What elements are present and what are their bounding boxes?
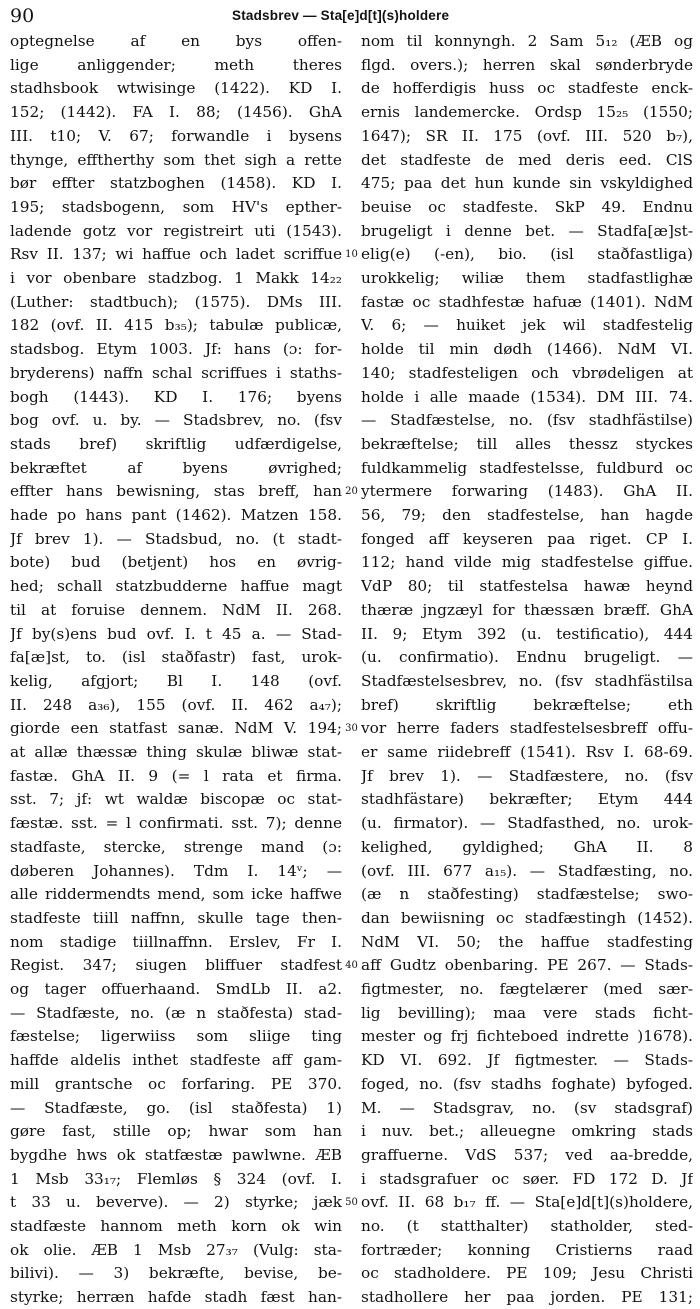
text-line: stadhollere her paa jorden. PE 131; — [361, 1288, 693, 1307]
text-line: fæstæ. sst. = l confirmati. sst. 7); denne — [10, 814, 342, 833]
text-line: stads bref) skriftlig udfærdigelse, — [10, 434, 342, 453]
text-line: VdP 80; til statfestelsa hawæ heynd — [361, 577, 693, 596]
page-number: 90 — [10, 5, 35, 27]
text-line: II. 9; Etym 392 (u. testificatio), 444 — [361, 624, 693, 643]
text-line: stadhfästare) bekræfter; Etym 444 — [361, 790, 693, 809]
text-line: fæstelse; ligerwiiss som sliige ting — [10, 1027, 342, 1046]
text-line: bote) bud (betjent) hos en øvrig- — [10, 553, 342, 572]
text-line: fonged aff keyseren paa riget. CP I. — [361, 529, 693, 548]
line-number: 30 — [345, 723, 358, 735]
text-line: oc stadholdere. PE 109; Jesu Christi — [361, 1264, 693, 1283]
text-line: styrke; herræn hafde stadh fæst han- — [10, 1288, 342, 1307]
text-line: stadfæste hannom meth korn ok win — [10, 1217, 342, 1235]
text-line: stadfaste, stercke, strenge mand (ɔ: — [10, 837, 342, 856]
text-line: ernis landemercke. Ordsp 15₂₅ (1550; — [361, 103, 693, 122]
text-line: hade po hans pant (1462). Matzen 158. — [10, 506, 342, 524]
text-line: fuldkammelig stadfestelsse, fuldburd oc — [361, 458, 693, 477]
text-line: (ovf. III. 677 a₁₅). — Stadfæsting, no. — [361, 861, 693, 880]
text-line: det stadfeste de med deris eed. ClS — [361, 150, 693, 169]
text-line: at allæ thæssæ thing skulæ bliwæ stat- — [10, 743, 342, 761]
text-line: nom til konnyngh. 2 Sam 5₁₂ (ÆB og — [361, 32, 693, 50]
page-header — [0, 0, 700, 30]
text-line: nom stadige tiillnaffnn. Erslev, Fr I. — [10, 932, 342, 951]
text-line: ladende gotz vor registreirt uti (1543). — [10, 221, 342, 240]
line-number: 40 — [345, 960, 358, 972]
text-line: no. (t statthalter) statholder, sted- — [361, 1217, 693, 1235]
text-line: 1647); SR II. 175 (ovf. III. 520 b₇), — [361, 126, 693, 145]
text-line: stadfeste tiill naffnn, skulle tage then- — [10, 908, 342, 927]
text-line: figtmester, no. fægtelærer (med sær- — [361, 980, 693, 998]
text-line: fortræder; konning Cristierns raad — [361, 1240, 693, 1259]
text-line: dan bewiisning oc stadfæstingh (1452). — [361, 908, 693, 927]
text-line: aff Gudtz obenbaring. PE 267. — Stads- — [361, 956, 693, 975]
text-line: 1 Msb 33₁₇; Flemløs § 324 (ovf. I. — [10, 1169, 342, 1188]
text-line: — Stadfæstelse, no. (fsv stadhfästilse) — [361, 411, 693, 430]
text-line: — Stadfæste, no. (æ n staðfesta) stad- — [10, 1003, 342, 1022]
text-line: lige anliggender; meth theres — [10, 55, 342, 74]
text-line: t 33 u. beverve). — 2) styrke; jæk — [10, 1193, 342, 1212]
text-line: NdM VI. 50; the haffue stadfesting — [361, 932, 693, 951]
text-line: (Luther: stadtbuch); (1575). DMs III. — [10, 292, 342, 311]
text-line: de hofferdigis huss oc stadfeste enck- — [361, 79, 693, 98]
text-line: — Stadfæste, go. (isl staðfesta) 1) — [10, 1098, 342, 1117]
text-line: ovf. II. 68 b₁₇ ff. — Sta[e]d[t](s)holdere, — [361, 1193, 693, 1212]
text-line: fa[æ]st, to. (isl staðfastr) fast, urok- — [10, 648, 342, 667]
text-line: i vor obenbare stadzbog. 1 Makk 14₂₂ — [10, 269, 342, 287]
text-line: bref) skriftlig bekræftelse; eth — [361, 695, 693, 714]
text-line: urokkelig; wiliæ them stadfastlighæ — [361, 269, 693, 287]
text-line: er same riidebreff (1541). Rsv I. 68-69. — [361, 743, 693, 761]
text-line: og tager offuerhaand. SmdLb II. a2. — [10, 980, 342, 998]
text-line: bryderens) naffn schal scriffues i staths- — [10, 363, 342, 382]
text-line: thæræ jngzæyl for thæssæn bræff. GhA — [361, 600, 693, 619]
text-line: (æ n staðfesting) stadfæstelse; swo- — [361, 885, 693, 904]
text-line: Jf brev 1). — Stadsbud, no. (t stadt- — [10, 529, 342, 548]
text-line: 112; hand vilde mig stadfestelse giffue. — [361, 553, 693, 572]
text-line: 182 (ovf. II. 415 b₃₅); tabulæ publicæ, — [10, 316, 342, 335]
text-line: giorde een statfast sanæ. NdM V. 194; — [10, 719, 342, 738]
line-number: 10 — [345, 249, 358, 261]
text-line: kelighed, gyldighed; GhA II. 8 — [361, 837, 693, 856]
text-line: bilivi). — 3) bekræfte, bevise, be- — [10, 1264, 342, 1283]
text-line: foged, no. (fsv stadhs foghate) byfoged. — [361, 1074, 693, 1093]
text-line: brugeligt i denne bet. — Stadfa[æ]st- — [361, 221, 693, 240]
text-line: haffde aldelis inthet stadfeste aff gam- — [10, 1051, 342, 1070]
text-line: gøre fast, stille op; hwar som han — [10, 1122, 342, 1141]
text-line: fastæ. GhA II. 9 (= l rata et firma. — [10, 766, 342, 785]
text-line: bog ovf. u. by. — Stadsbrev, no. (fsv — [10, 411, 342, 430]
text-line: stadsbog. Etym 1003. Jf: hans (ɔ: for- — [10, 340, 342, 359]
text-line: sst. 7; jf: wt waldæ biscopæ oc stat- — [10, 790, 342, 809]
text-line: 475; paa det hun kunde sin vskyldighed — [361, 174, 693, 193]
text-line: vor herre faders stadfestelsesbreff offu- — [361, 719, 693, 738]
text-line: holde til min dødh (1466). NdM VI. — [361, 340, 693, 359]
text-line: bogh (1443). KD I. 176; byens — [10, 387, 342, 406]
line-number: 50 — [345, 1197, 358, 1209]
text-line: kelig, afgjort; Bl I. 148 (ovf. — [10, 671, 342, 690]
text-line: fastæ oc stadhfestæ hafuæ (1401). NdM — [361, 292, 693, 311]
text-line: beuise oc stadfeste. SkP 49. Endnu — [361, 197, 693, 216]
text-line: elig(e) (-en), bio. (isl staðfastliga) — [361, 245, 693, 264]
text-line: Rsv II. 137; wi haffue och ladet scriffue — [10, 245, 342, 264]
text-line: II. 248 a₃₆), 155 (ovf. II. 462 a₄₇); — [10, 695, 342, 714]
text-line: 56, 79; den stadfestelse, han hagde — [361, 506, 693, 524]
text-line: V. 6; — huiket jek wil stadfestelig — [361, 316, 693, 335]
text-line: Regist. 347; siugen bliffuer stadfest — [10, 956, 342, 975]
text-line: Jf brev 1). — Stadfæstere, no. (fsv — [361, 766, 693, 785]
text-line: KD VI. 692. Jf figtmester. — Stads- — [361, 1051, 693, 1070]
text-line: ok olie. ÆB 1 Msb 27₃₇ (Vulg: sta- — [10, 1240, 342, 1259]
text-line: bør effter statzboghen (1458). KD I. — [10, 174, 342, 193]
text-line: Stadfæstelsesbrev, no. (fsv stadhfästilsa — [361, 671, 693, 690]
text-line: bekræftet af byens øvrighed; — [10, 458, 342, 477]
text-line: thynge, efftherthy som thet sigh a rette — [10, 150, 342, 169]
text-line: 152; (1442). FA I. 88; (1456). GhA — [10, 103, 342, 122]
text-line: til at foruise dennem. NdM II. 268. — [10, 600, 342, 619]
text-line: flgd. overs.); herren skal sønderbryde — [361, 55, 693, 74]
text-line: (u. firmator). — Stadfasthed, no. urok- — [361, 814, 693, 833]
text-line: holde i alle maade (1534). DM III. 74. — [361, 387, 693, 406]
text-line: Jf by(s)ens bud ovf. I. t 45 a. — Stad- — [10, 624, 342, 643]
text-line: alle riddermendts mend, som icke haffwe — [10, 885, 342, 904]
text-line: i stadsgrafuer oc søer. FD 172 D. Jf — [361, 1169, 693, 1188]
text-line: døberen Johannes). Tdm I. 14ᵛ; — — [10, 861, 342, 880]
text-line: optegnelse af en bys offen- — [10, 32, 342, 50]
text-line: bekræftelse; till alles thessz styckes — [361, 434, 693, 453]
text-line: stadhsbook wtwisinge (1422). KD I. — [10, 79, 342, 98]
text-line: bygdhe hws ok statfæstæ pawlwne. ÆB — [10, 1145, 342, 1164]
text-line: graffuerne. VdS 537; ved aa-bredde, — [361, 1145, 693, 1164]
running-head: Stadsbrev — Sta[e]d[t](s)holdere — [232, 8, 450, 23]
line-number: 20 — [345, 486, 358, 498]
text-line: 140; stadfesteligen och vbrødeligen at — [361, 363, 693, 382]
text-line: ytermere forwaring (1483). GhA II. — [361, 482, 693, 501]
text-line: effter hans bewisning, stas breff, han — [10, 482, 342, 501]
text-line: 195; stadsbogenn, som HV's epther- — [10, 197, 342, 216]
text-line: M. — Stadsgrav, no. (sv stadsgraf) — [361, 1098, 693, 1117]
text-line: i nuv. bet.; alleuegne omkring stads — [361, 1122, 693, 1141]
text-line: III. t10; V. 67; forwandle i bysens — [10, 126, 342, 145]
text-line: mester og frj fichteboed indrette )1678). — [361, 1027, 693, 1046]
text-line: mill grantsche oc forfaring. PE 370. — [10, 1074, 342, 1093]
text-line: (u. confirmatio). Endnu brugeligt. — — [361, 648, 693, 667]
text-line: lig bevilling); maa vere stads ficht- — [361, 1003, 693, 1022]
text-line: hed; schall statzbudderne haffue magt — [10, 577, 342, 596]
